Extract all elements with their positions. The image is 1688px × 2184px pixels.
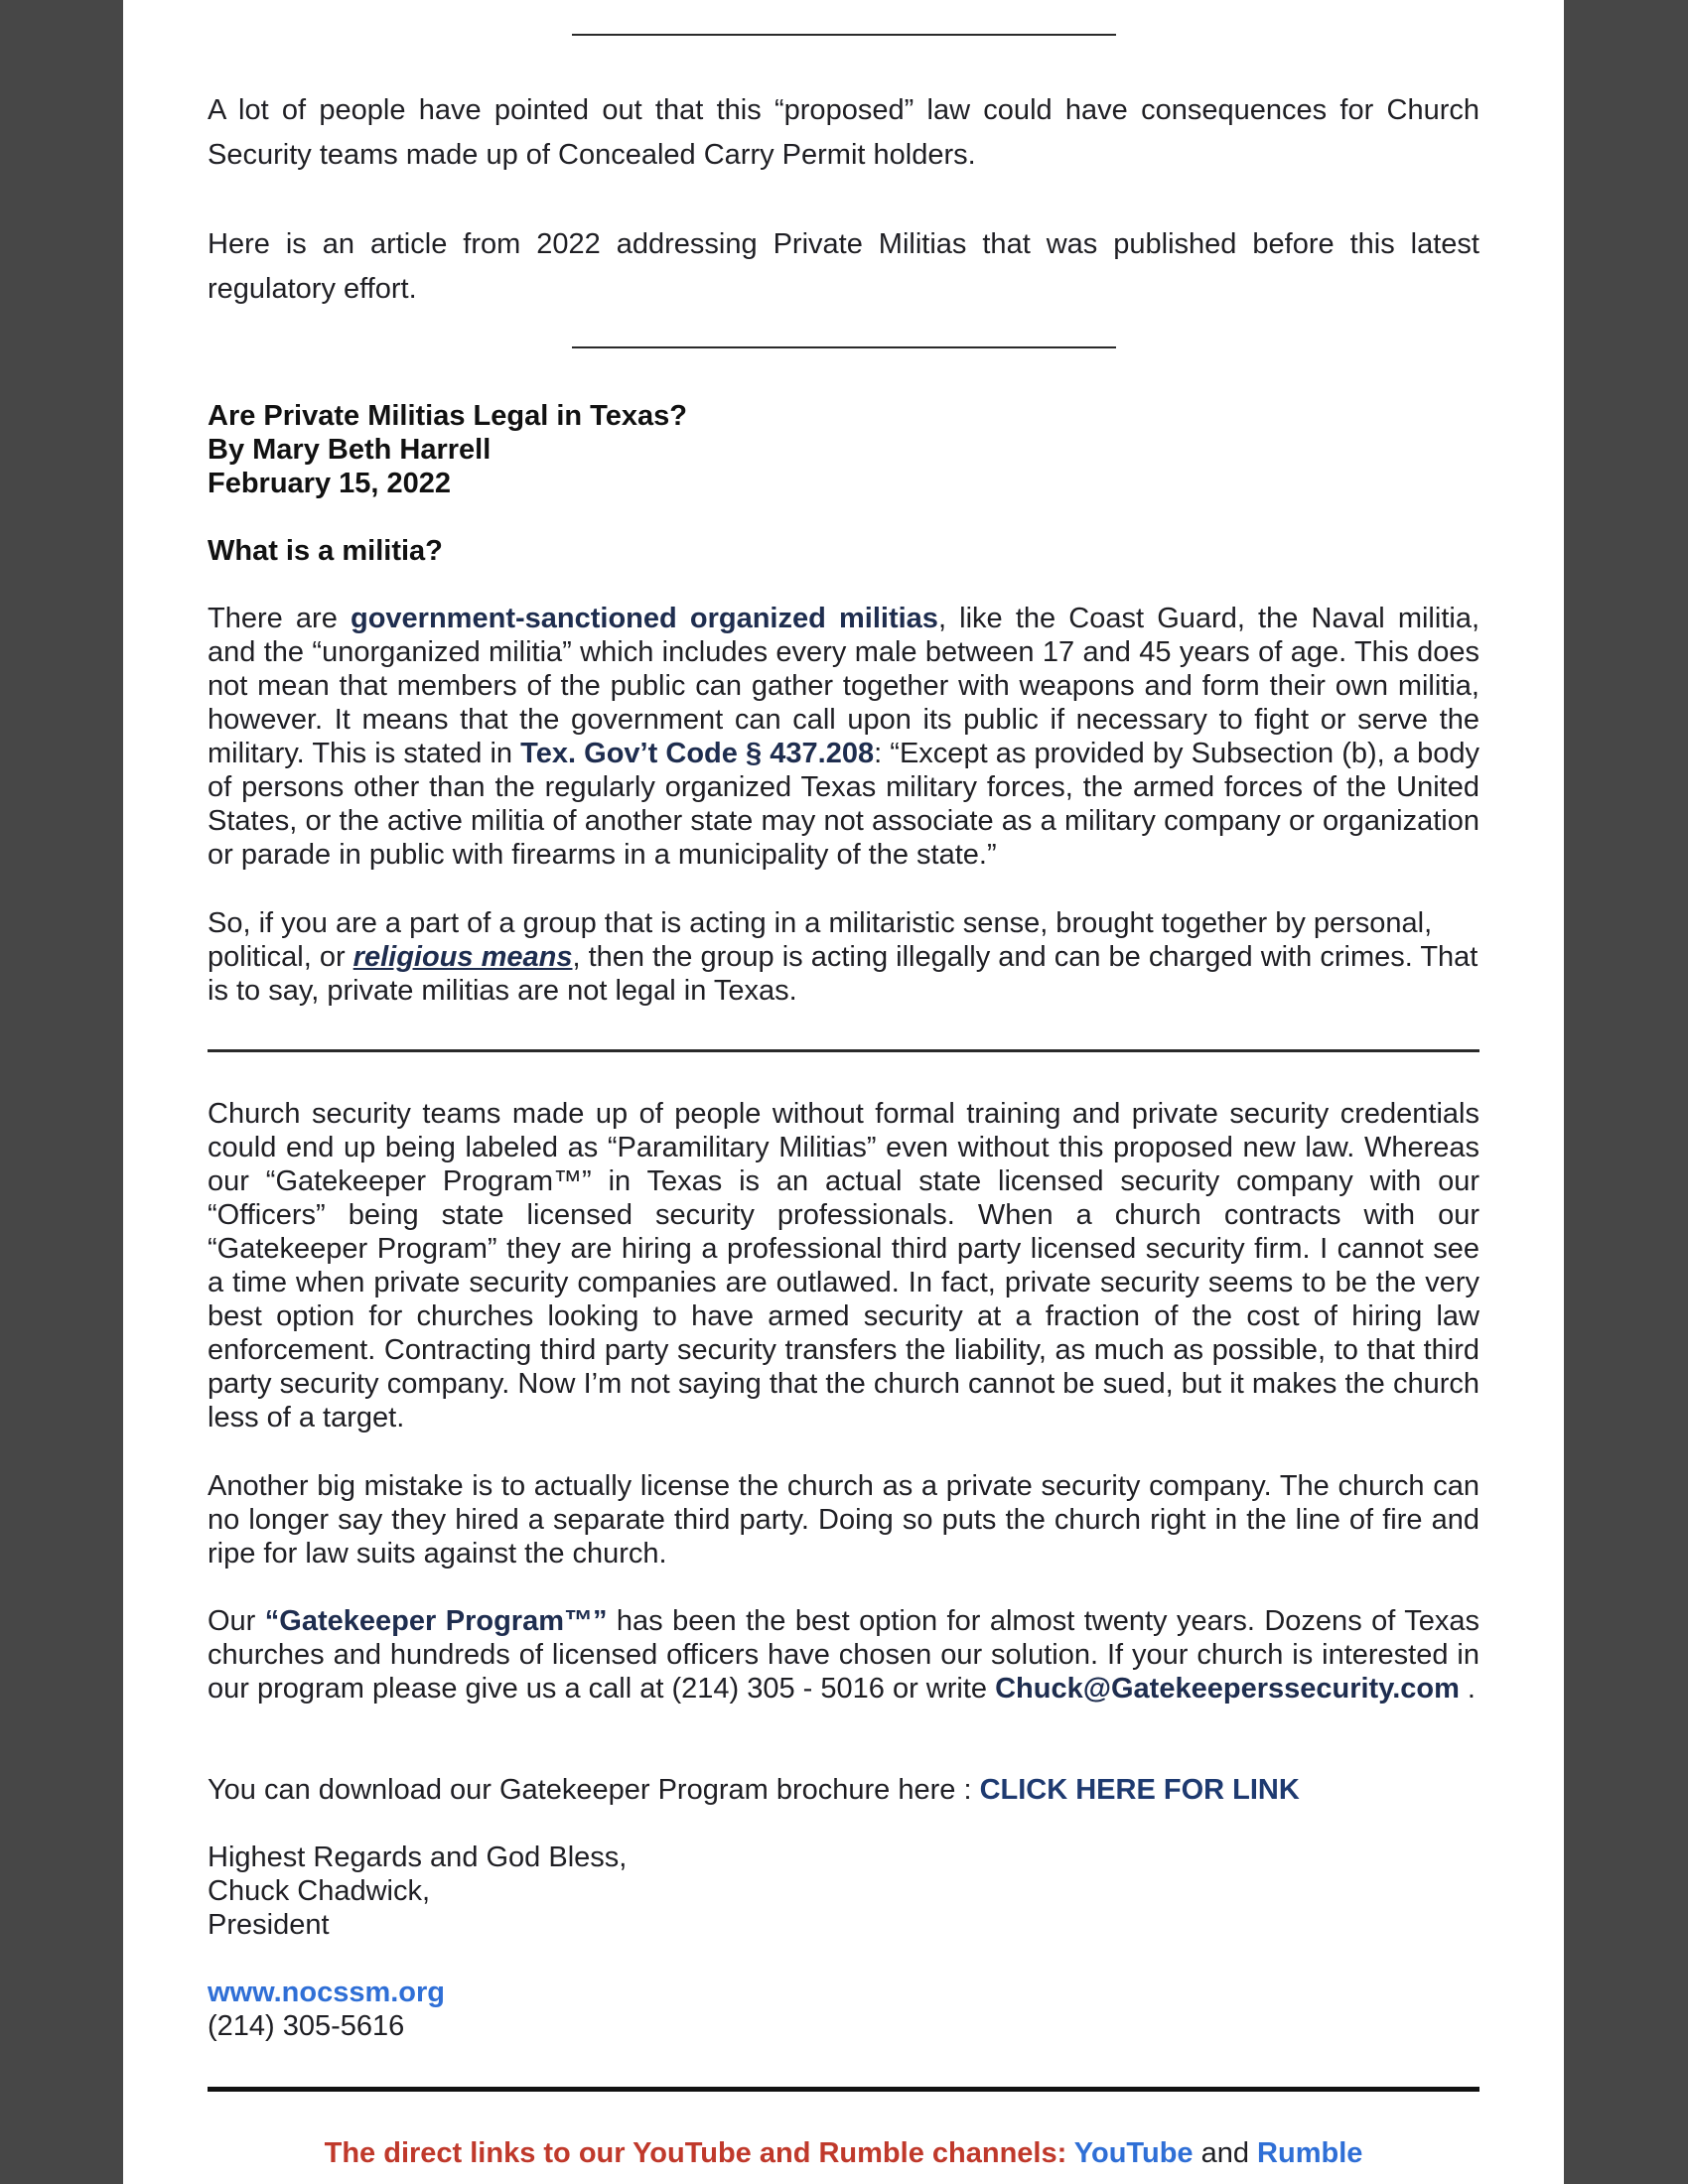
signature-title: President xyxy=(208,1909,330,1941)
contact-block xyxy=(208,1976,1002,2043)
gatekeeper-program-emphasis: “Gatekeeper Program™” xyxy=(264,1605,608,1637)
document-page xyxy=(123,0,1564,2184)
organized-militias-emphasis: government-sanctioned organized militias xyxy=(351,603,938,634)
religious-means-link[interactable]: religious means xyxy=(352,941,573,973)
email-link[interactable]: Chuck@Gatekeeperssecurity.com xyxy=(995,1673,1460,1705)
brochure-link[interactable]: CLICK HERE FOR LINK xyxy=(979,1774,1300,1806)
gov-code-citation: Tex. Gov’t Code § 437.208 xyxy=(520,738,875,769)
footer-channels: The direct links to our YouTube and Rumble channels: YouTube and Rumble xyxy=(324,2137,1363,2169)
signature-block xyxy=(208,1841,1002,1942)
divider-mid xyxy=(572,346,1116,348)
article-date: February 15, 2022 xyxy=(208,468,452,499)
divider-top xyxy=(572,34,1116,36)
body-paragraph-2: Another big mistake is to actually license the church as a private security company. The church can no longer say they hired a separate third party. Doing so puts the church right in the line of fire and ripe for law suits against the church. xyxy=(208,1470,1479,1570)
youtube-link[interactable]: YouTube xyxy=(1073,2137,1194,2169)
article-title: Are Private Militias Legal in Texas? xyxy=(208,400,687,432)
body-paragraph-3: Our “Gatekeeper Program™” has been the best option for almost twenty years. Dozens of Texas churches and hundreds of licensed officers have chosen our solution. If your church is interested in our program please give us a call at (214) 305 - 5016 or write Chuck@Gatekeeperssecurity.com . xyxy=(208,1605,1479,1705)
signature-name: Chuck Chadwick, xyxy=(208,1875,431,1907)
article-heading: What is a militia? xyxy=(208,535,443,567)
website-link[interactable]: www.nocssm.org xyxy=(208,1977,446,2008)
divider-article-end xyxy=(208,1049,1479,1052)
article-author: By Mary Beth Harrell xyxy=(208,434,492,466)
intro-paragraph-1: A lot of people have pointed out that this “proposed” law could have consequences for Church Security teams made up of Concealed Carry Permit holders. xyxy=(208,94,1479,171)
body-paragraph-1: Church security teams made up of people without formal training and private security credentials could end up being labeled as “Paramilitary Militias” even without this proposed new law. Whereas our “Gatekeeper Program™” in Texas is an actual state licensed security company with our “Officers” being state licensed security professionals. When a church contracts with our “Gatekeeper Program” they are hiring a professional third party licensed security firm. I cannot see a time when private security companies are outlawed. In fact, private security seems to be the very best option for churches looking to have armed security at a fraction of the cost of hiring law enforcement. Contracting third party security transfers the liability, as much as possible, to that third party security company. Now I’m not saying that the church cannot be sued, but it makes the church less of a target. xyxy=(208,1098,1479,1433)
article-paragraph-1: There are government-sanctioned organized militias, like the Coast Guard, the Naval militia, and the “unorganized militia” which includes every male between 17 and 45 years of age. This does not mean that members of the public can gather together with weapons and form their own militia, however. It means that the government can call upon its public if necessary to fight or serve the military. This is stated in Tex. Gov’t Code § 437.208: “Except as provided by Subsection (b), a body of persons other than the regularly organized Texas military forces, the armed forces of the United States, or the active militia of another state may not associate as a military company or organization or parade in public with firearms in a municipality of the state.” xyxy=(208,603,1480,871)
intro-paragraph-2: Here is an article from 2022 addressing Private Militias that was published before this latest regulatory effort. xyxy=(208,228,1479,305)
divider-footer xyxy=(208,2087,1479,2092)
signature-closing: Highest Regards and God Bless, xyxy=(208,1842,628,1873)
article-header xyxy=(208,399,1479,500)
download-line: You can download our Gatekeeper Program brochure here : CLICK HERE FOR LINK xyxy=(208,1774,1300,1806)
article-paragraph-2: So, if you are a part of a group that is acting in a militaristic sense, brought together by personal, political, or religious means, then the group is acting illegally and can be charged with crimes. That is to say, private militias are not legal in Texas. xyxy=(208,907,1478,1007)
phone-number: (214) 305-5616 xyxy=(208,2010,405,2042)
rumble-link[interactable]: Rumble xyxy=(1257,2137,1363,2169)
